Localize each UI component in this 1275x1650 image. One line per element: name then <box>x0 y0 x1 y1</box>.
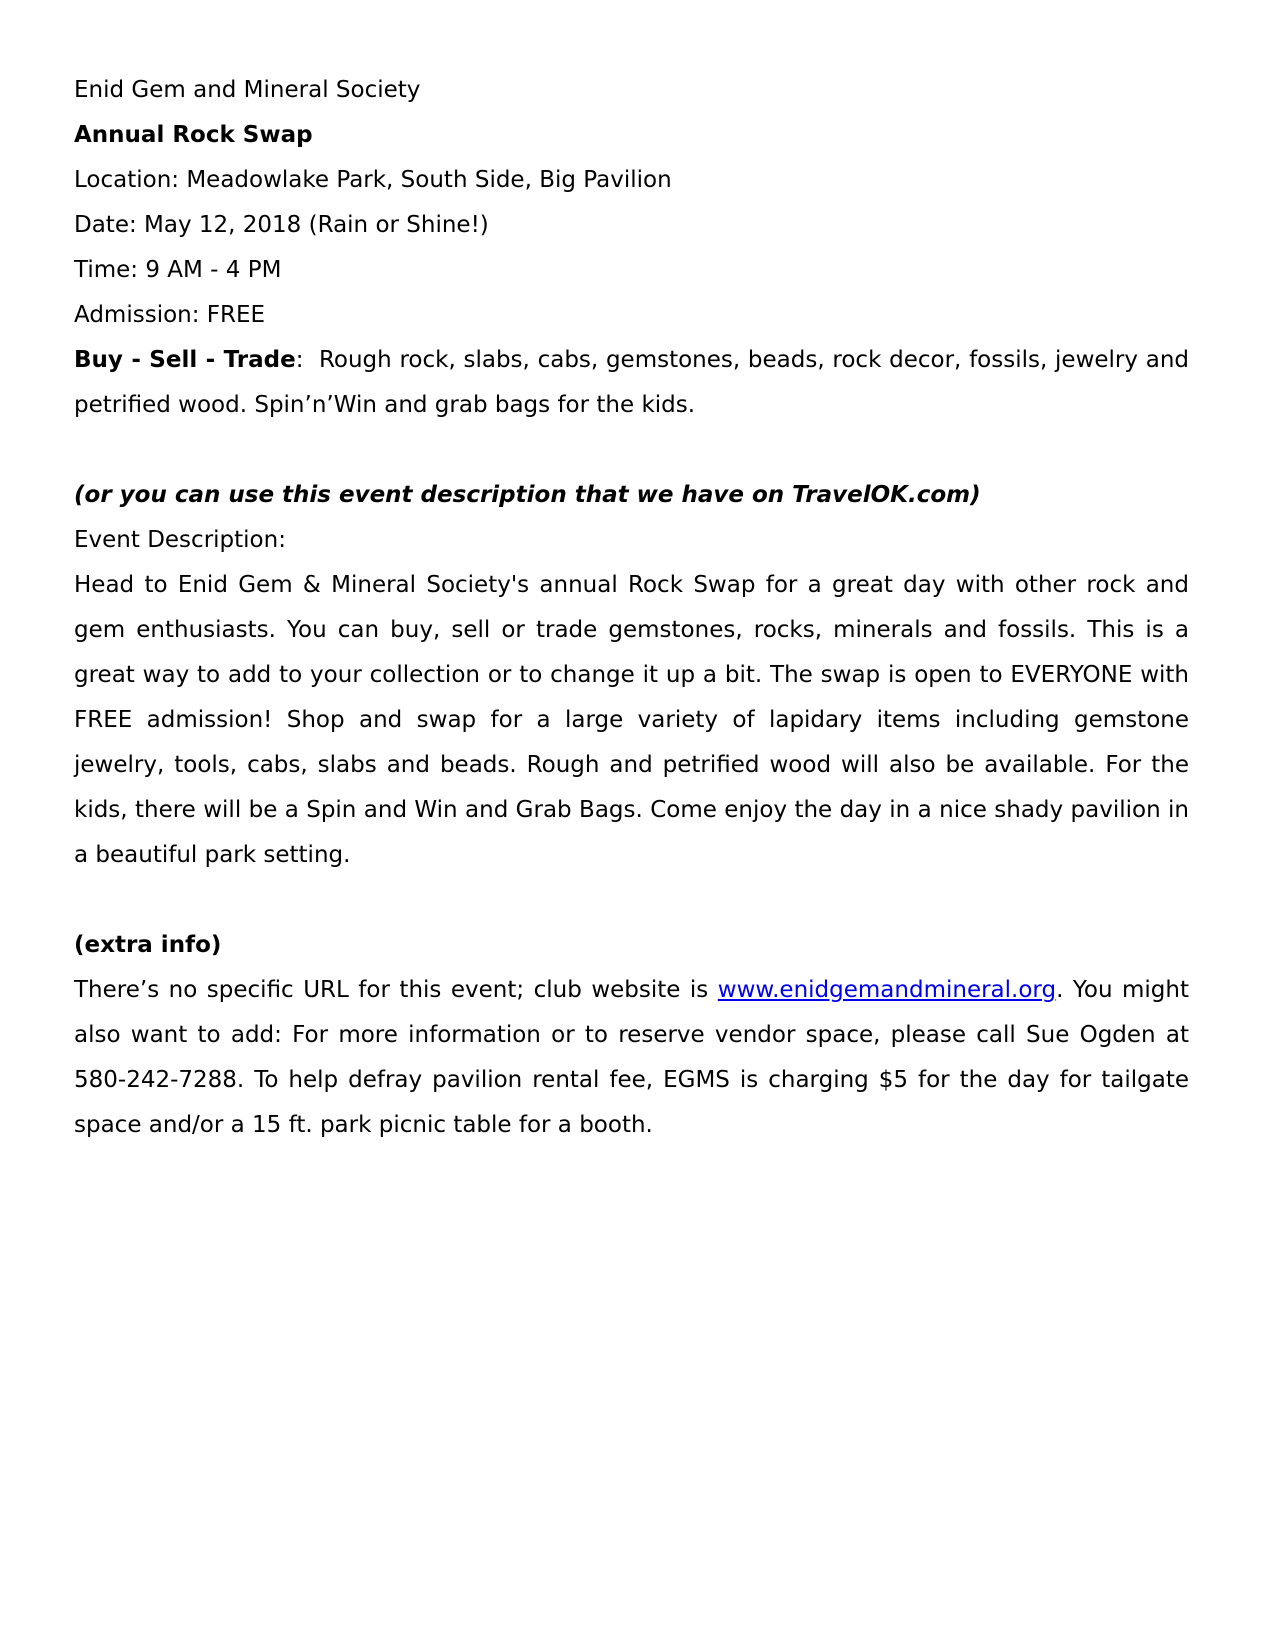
document-page <box>74 68 1197 1148</box>
event-title: Annual Rock Swap <box>74 122 313 148</box>
extra-info-text-before: There’s no specific URL for this event; club website is <box>74 977 718 1003</box>
org-name: Enid Gem and Mineral Society <box>74 77 421 103</box>
extra-info-text-after: . You might also want to add: For more information or to reserve vendor space, please call Sue Ogden at 580-242-7288. To help defray pavilion rental fee, EGMS is charging $5 for the day for tailgate space and/or a 15 ft. park picnic table for a booth. <box>74 977 1190 1138</box>
event-description-label: Event Description: <box>74 527 286 553</box>
extra-info-paragraph <box>74 968 1189 1148</box>
spacer <box>74 878 1189 923</box>
buy-sell-trade-paragraph <box>74 338 1197 428</box>
alt-description-heading: (or you can use this event description that we have on TravelOK.com) <box>74 482 981 508</box>
location-line: Location: Meadowlake Park, South Side, Big Pavilion <box>74 167 672 193</box>
club-website-link[interactable]: www.enidgemandmineral.org <box>717 977 1057 1003</box>
spacer <box>74 428 1189 473</box>
buy-sell-trade-text: Rough rock, slabs, cabs, gemstones, beads, rock decor, fossils, jewelry and petrified wood. Spin’n’Win and grab bags for the kids. <box>74 347 1197 418</box>
buy-sell-trade-colon: : <box>295 347 304 373</box>
event-description-body: Head to Enid Gem & Mineral Society's annual Rock Swap for a great day with other rock and gem enthusiasts. You can buy, sell or trade gemstones, rocks, minerals and fossils. This is a great way to add to your collection or to change it up a bit. The swap is open to EVERYONE with FREE admission! Shop and swap for a large variety of lapidary items including gemstone jewelry, tools, cabs, slabs and beads. Rough and petrified wood will also be available. For the kids, there will be a Spin and Win and Grab Bags. Come enjoy the day in a nice shady pavilion in a beautiful park setting. <box>74 572 1189 868</box>
buy-sell-trade-label: Buy - Sell - Trade <box>74 347 296 373</box>
extra-info-heading: (extra info) <box>74 932 222 958</box>
date-line: Date: May 12, 2018 (Rain or Shine!) <box>74 212 489 238</box>
time-line: Time: 9 AM - 4 PM <box>74 257 282 283</box>
admission-line: Admission: FREE <box>74 302 266 328</box>
